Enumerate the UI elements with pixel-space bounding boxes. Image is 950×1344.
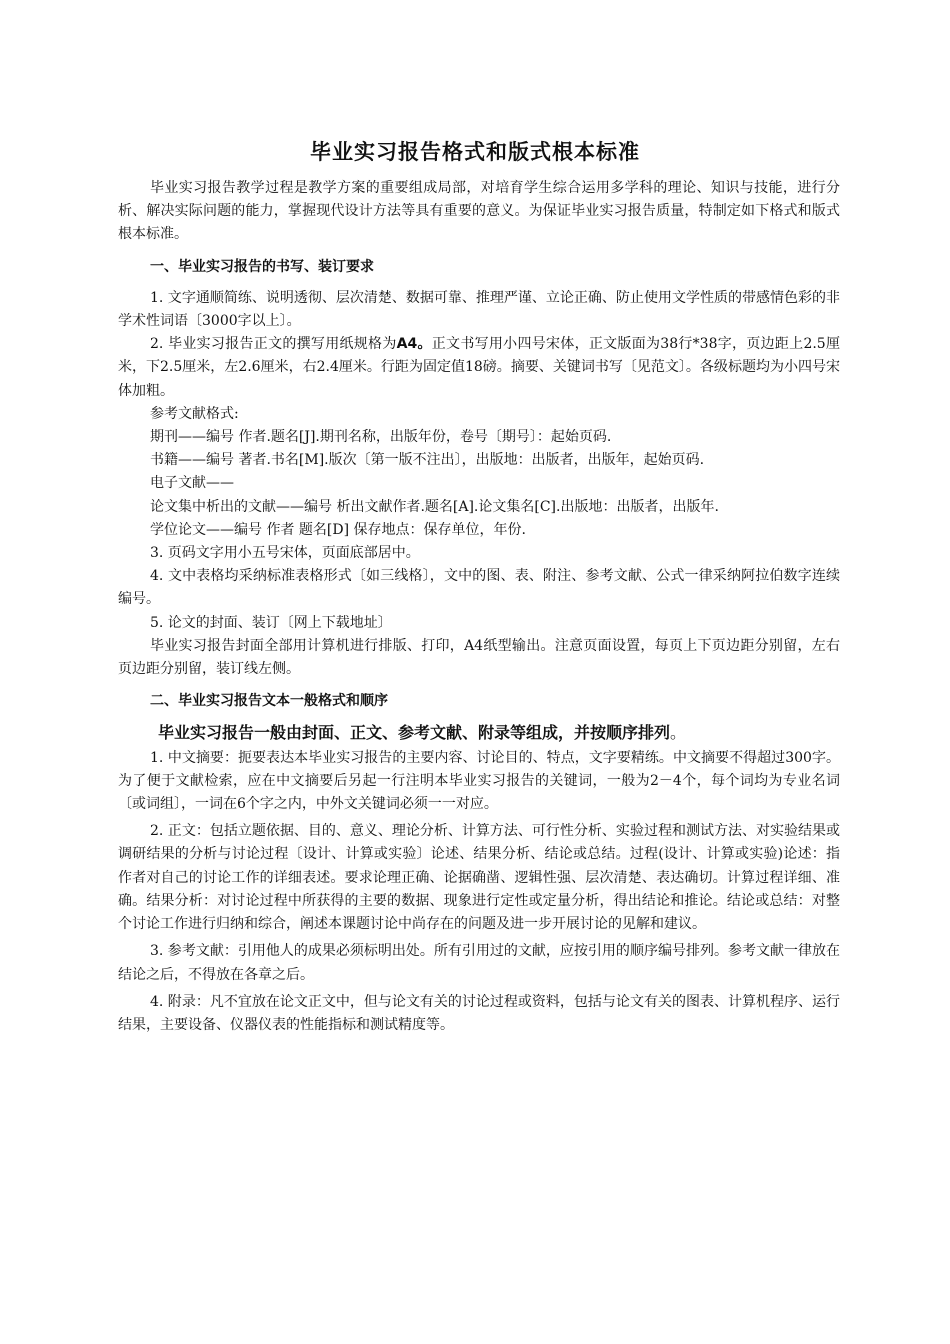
item2-paper-size: A4。 [396, 336, 432, 353]
section2-item2: 2. 正文：包括立题依据、目的、意义、理论分析、计算方法、可行性分析、实验过程和测试方法、对实验结果或调研结果的分析与讨论过程〔设计、计算或实验〕论述、结果分析、结论或总结。过程(设计、计算或实验)论述：指作者对自己的讨论工作的详细表述。要求论理正确、论据确凿、逻辑性强、层次清楚、表达确切。计算过程详细、准确。结果分析：对讨论过程中所获得的主要的数据、现象进行定性或定量分析，得出结论和推论。结论或总结：对整个讨论工作进行归纳和综合，阐述本课题讨论中尚存在的问题及进一步开展讨论的见解和建议。 [118, 823, 840, 933]
section1-item5: 5. 论文的封面、装订〔网上下载地址〕 [150, 614, 392, 631]
section2-item4: 4. 附录：凡不宜放在论文正文中，但与论文有关的讨论过程或资料，包括与论文有关的图表、计算机程序、运行结果，主要设备、仪器仪表的性能指标和测试精度等。 [118, 993, 840, 1033]
document-title: 毕业实习报告格式和版式根本标准 [310, 140, 640, 164]
ref-thesis: 学位论文——编号 作者 题名[D] 保存地点：保存单位，年份. [150, 521, 526, 538]
section2-item1: 1. 中文摘要：扼要表达本毕业实习报告的主要内容、讨论目的、特点，文字要精练。中文摘要不得超过300字。为了便于文献检索，应在中文摘要后另起一行注明本毕业实习报告的关键词，一般为2－4个，每个词均为专业名词〔或词组〕，一词在6个字之内，中外文关键词必须一一对应。 [118, 749, 840, 813]
section1-item3: 3. 页码文字用小五号宋体，页面底部居中。 [150, 545, 420, 562]
document-body [118, 177, 840, 1037]
ref-electronic: 电子文献—— [150, 475, 234, 492]
intro-paragraph: 毕业实习报告教学过程是教学方案的重要组成局部，对培育学生综合运用多学科的理论、知识与技能，进行分析、解决实际问题的能力，掌握现代设计方法等具有重要的意义。为保证毕业实习报告质量，特制定如下格式和版式根本标准。 [118, 180, 840, 243]
section2-summary [118, 721, 840, 744]
ref-journal: 期刊——编号 作者.题名[J].期刊名称，出版年份，卷号〔期号〕：起始页码. [150, 429, 612, 446]
summary-end: 。 [670, 723, 687, 743]
section1-item4: 4. 文中表格均采纳标准表格形式〔如三线格〕，文中的图、表、附注、参考文献、公式一律采纳阿拉伯数字连续编号。 [118, 568, 840, 608]
section1-item5-detail: 毕业实习报告封面全部用计算机进行排版、打印，A4纸型输出。注意页面设置，每页上下页边距分别留，左右页边距分别留，装订线左侧。 [118, 637, 840, 678]
item2-prefix: 2. 毕业实习报告正文的撰写用纸规格为 [150, 336, 397, 353]
summary-bold: 毕业实习报告一般由封面、正文、参考文献、附录等组成，并按顺序排列 [158, 723, 671, 743]
section2-item3: 3. 参考文献：引用他人的成果必须标明出处。所有引用过的文献，应按引用的顺序编号排列。参考文献一律放在结论之后，不得放在各章之后。 [118, 943, 840, 983]
ref-collection: 论文集中析出的文献——编号 析出文献作者.题名[A].论文集名[C].出版地：出版者，出版年. [150, 498, 719, 515]
ref-format-label: 参考文献格式: [150, 405, 239, 422]
section1-item2 [118, 333, 840, 403]
ref-book: 书籍——编号 著者.书名[M].版次〔第一版不注出〕，出版地：出版者，出版年，起始页码. [150, 452, 705, 469]
section2-heading: 二、毕业实习报告文本一般格式和顺序 [150, 693, 388, 710]
item2-suffix: 正文书写用小四号宋体，正文版面为38行*38字，页边距上2.5厘米，下2.5厘米，左2.6厘米，右2.4厘米。行距为固定值18磅。摘要、关键词书写〔见范文〕。各级标题均为小四号宋体加粗。 [118, 336, 840, 399]
section1-heading: 一、毕业实习报告的书写、装订要求 [150, 258, 374, 275]
section1-item1: 1. 文字通顺简练、说明透彻、层次清楚、数据可靠、推理严谨、立论正确、防止使用文学性质的带感情色彩的非学术性词语〔3000字以上〕。 [118, 289, 840, 330]
